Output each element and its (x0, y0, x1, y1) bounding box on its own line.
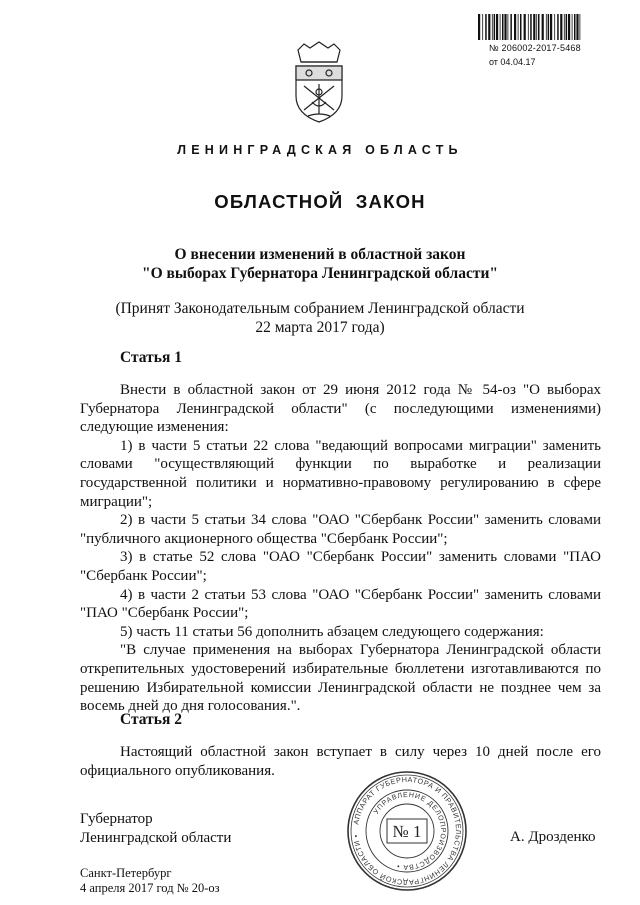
article-1-heading: Статья 1 (120, 349, 182, 366)
signatory-position-line-2: Ленинградской области (80, 830, 232, 846)
article-1-item-4: 4) в части 2 статьи 53 слова "ОАО "Сбербанк России" заменить словами "ПАО "Сбербанк России"; (80, 586, 601, 622)
stamp-center-number: № 1 (392, 822, 422, 841)
barcode-icon (478, 14, 583, 40)
place-and-date (80, 866, 220, 896)
article-2-text: Настоящий областной закон вступает в силу через 10 дней после его официального опубликования. (80, 744, 601, 779)
registration-date: от 04.04.17 (489, 57, 536, 67)
article-2-heading: Статья 2 (120, 711, 182, 728)
signatory-position-line-1: Губернатор (80, 811, 153, 827)
article-1-body (80, 381, 601, 716)
law-date-number: 4 апреля 2017 год № 20-оз (80, 881, 220, 895)
place-city: Санкт-Петербург (80, 866, 172, 880)
article-1-quote: "В случае применения на выборах Губернатора Ленинградской области открепительных удостоверений избирательные бюллетени изготавливаются по решению Избирательной комиссии Ленинградской области не позднее чем за восемь дней до дня голосования.". (80, 642, 601, 715)
law-title-line-1: О внесении изменений в областной закон (174, 246, 466, 263)
stamp-outer-text: АППАРАТ ГУБЕРНАТОРА И ПРАВИТЕЛЬСТВА ЛЕНИНГРАДСКОЙ ОБЛАСТИ • (351, 774, 464, 888)
adoption-note-line-1: (Принят Законодательным собранием Ленинградской области (115, 300, 525, 317)
adoption-note (0, 299, 640, 337)
article-1-item-2: 2) в части 5 статьи 34 слова "ОАО "Сбербанк России" заменить словами "публичного акционерного общества "Сбербанк России"; (80, 512, 601, 547)
stamp-inner-text: УПРАВЛЕНИЕ ДЕЛОПРОИЗВОДСТВА • (372, 791, 447, 871)
region-heading: ЛЕНИНГРАДСКАЯ ОБЛАСТЬ (177, 143, 463, 157)
adoption-note-line-2: 22 марта 2017 года) (255, 319, 385, 336)
law-title (0, 245, 640, 283)
article-1-item-1: 1) в части 5 статьи 22 слова "ведающий вопросами миграции" заменить словами "осуществляющий функции по выработке и реализации государственной политики и нормативно-правовому регулированию в сфере миграции"; (80, 437, 601, 510)
official-stamp-icon (345, 769, 469, 893)
article-2-body (80, 743, 601, 780)
signatory-position (80, 810, 231, 848)
coat-of-arms-icon (284, 40, 354, 124)
law-title-line-2: "О выборах Губернатора Ленинградской области" (142, 265, 498, 282)
article-1-item-5: 5) часть 11 статьи 56 дополнить абзацем следующего содержания: (120, 623, 544, 640)
article-1-intro: Внести в областной закон от 29 июня 2012 года № 54-оз "О выборах Губернатора Ленинградской области" (с последующими изменениями) следующие изменения: (80, 382, 601, 436)
article-1-item-3: 3) в статье 52 слова "ОАО "Сбербанк России" заменить словами "ПАО "Сбербанк России"; (80, 549, 601, 584)
signatory-name: А. Дрозденко (510, 829, 596, 845)
law-type-heading: ОБЛАСТНОЙ ЗАКОН (214, 191, 426, 212)
registration-number: № 206002-2017-5468 (489, 43, 581, 53)
